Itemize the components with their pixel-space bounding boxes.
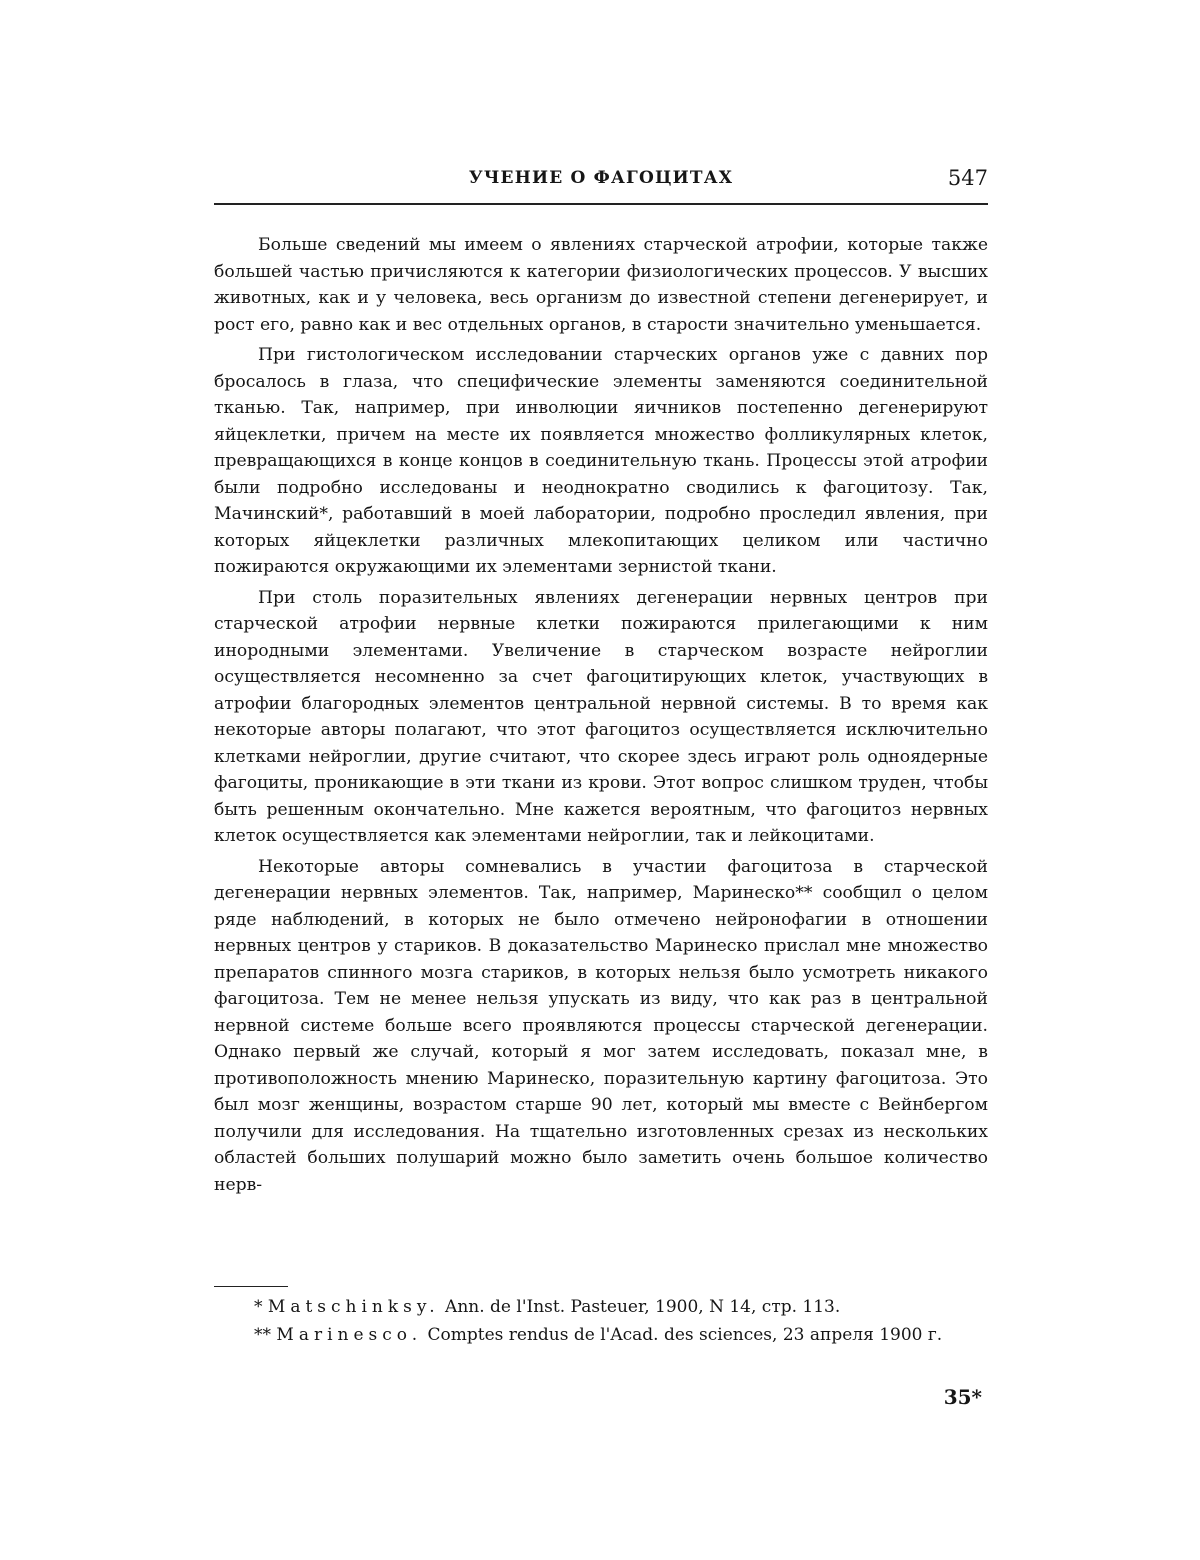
running-head [214,166,988,196]
printer-signature-mark: 35* [943,1385,982,1409]
footnote [214,1293,988,1321]
page-number: 547 [947,166,988,190]
header-rule [214,203,988,205]
footnotes [214,1293,988,1349]
footnote [214,1321,988,1349]
footnote-author: Marinesco. [276,1325,423,1345]
main-text [214,232,988,1202]
paragraph: Больше сведений мы имеем о явлениях старческой атрофии, которые также большей частью причисляются к категории физиологических процессов. У высших животных, как и у человека, весь организм до известной степени дегенерирует, и рост его, равно как и вес отдельных органов, в старости значительно уменьшается. [214,235,988,335]
footnote-author: Matschinksy. [267,1297,440,1317]
footnote-text: Ann. de l'Inst. Pasteuer, 1900, N 14, стр. 113. [445,1297,841,1317]
footnote-rule [214,1286,288,1287]
paragraph: Некоторые авторы сомневались в участии фагоцитоза в старческой дегенерации нервных элементов. Так, например, Маринеско** сообщил о целом ряде наблюдений, в которых не было отмечено нейронофагии в отношении нервных центров у стариков. В доказательство Маринеско прислал мне множество препаратов спинного мозга стариков, в которых нельзя было усмотреть никакого фагоцитоза. Тем не менее нельзя упускать из виду, что как раз в центральной нервной системе больше всего проявляются процессы старческой дегенерации. Однако первый же случай, который я мог затем исследовать, показал мне, в противоположность мнению Маринеско, поразительную картину фагоцитоза. Это был мозг женщины, возрастом старше 90 лет, который мы вместе с Вейнбергом получили для исследования. На тщательно изготовленных срезах из нескольких областей больших полушарий можно было заметить очень большое количество нерв- [214,856,988,1195]
footnote-mark: ** [254,1325,271,1345]
paragraph: При гистологическом исследовании старческих органов уже с давних пор бросалось в глаза, что специфические элементы заменяются соединительной тканью. Так, например, при инволюции яичников постепенно дегенерируют яйцеклетки, причем на месте их появляется множество фолликулярных клеток, превращающихся в конце концов в соединительную ткань. Процессы этой атрофии были подробно исследованы и неоднократно сводились к фагоцитозу. Так, Мачинский*, работавший в моей лаборатории, подробно проследил явления, при которых яйцеклетки различных млекопитающих целиком или частично пожираются окружающими их элементами зернистой ткани. [214,345,988,577]
footnote-mark: * [254,1297,263,1317]
paragraph: При столь поразительных явлениях дегенерации нервных центров при старческой атрофии нервные клетки пожираются прилегающими к ним инородными элементами. Увеличение в старческом возрасте нейроглии осуществляется несомненно за счет фагоцитирующих клеток, участвующих в атрофии благородных элементов центральной нервной системы. В то время как некоторые авторы полагают, что этот фагоцитоз осуществляется исключительно клетками нейроглии, другие считают, что скорее здесь играют роль одноядерные фагоциты, проникающие в эти ткани из крови. Этот вопрос слишком труден, чтобы быть решенным окончательно. Мне кажется вероятным, что фагоцитоз нервных клеток осуществляется как элементами нейроглии, так и лейкоцитами. [214,587,988,846]
running-title: УЧЕНИЕ О ФАГОЦИТАХ [468,168,734,188]
footnote-text: Comptes rendus de l'Acad. des sciences, 23 апреля 1900 г. [427,1325,943,1345]
